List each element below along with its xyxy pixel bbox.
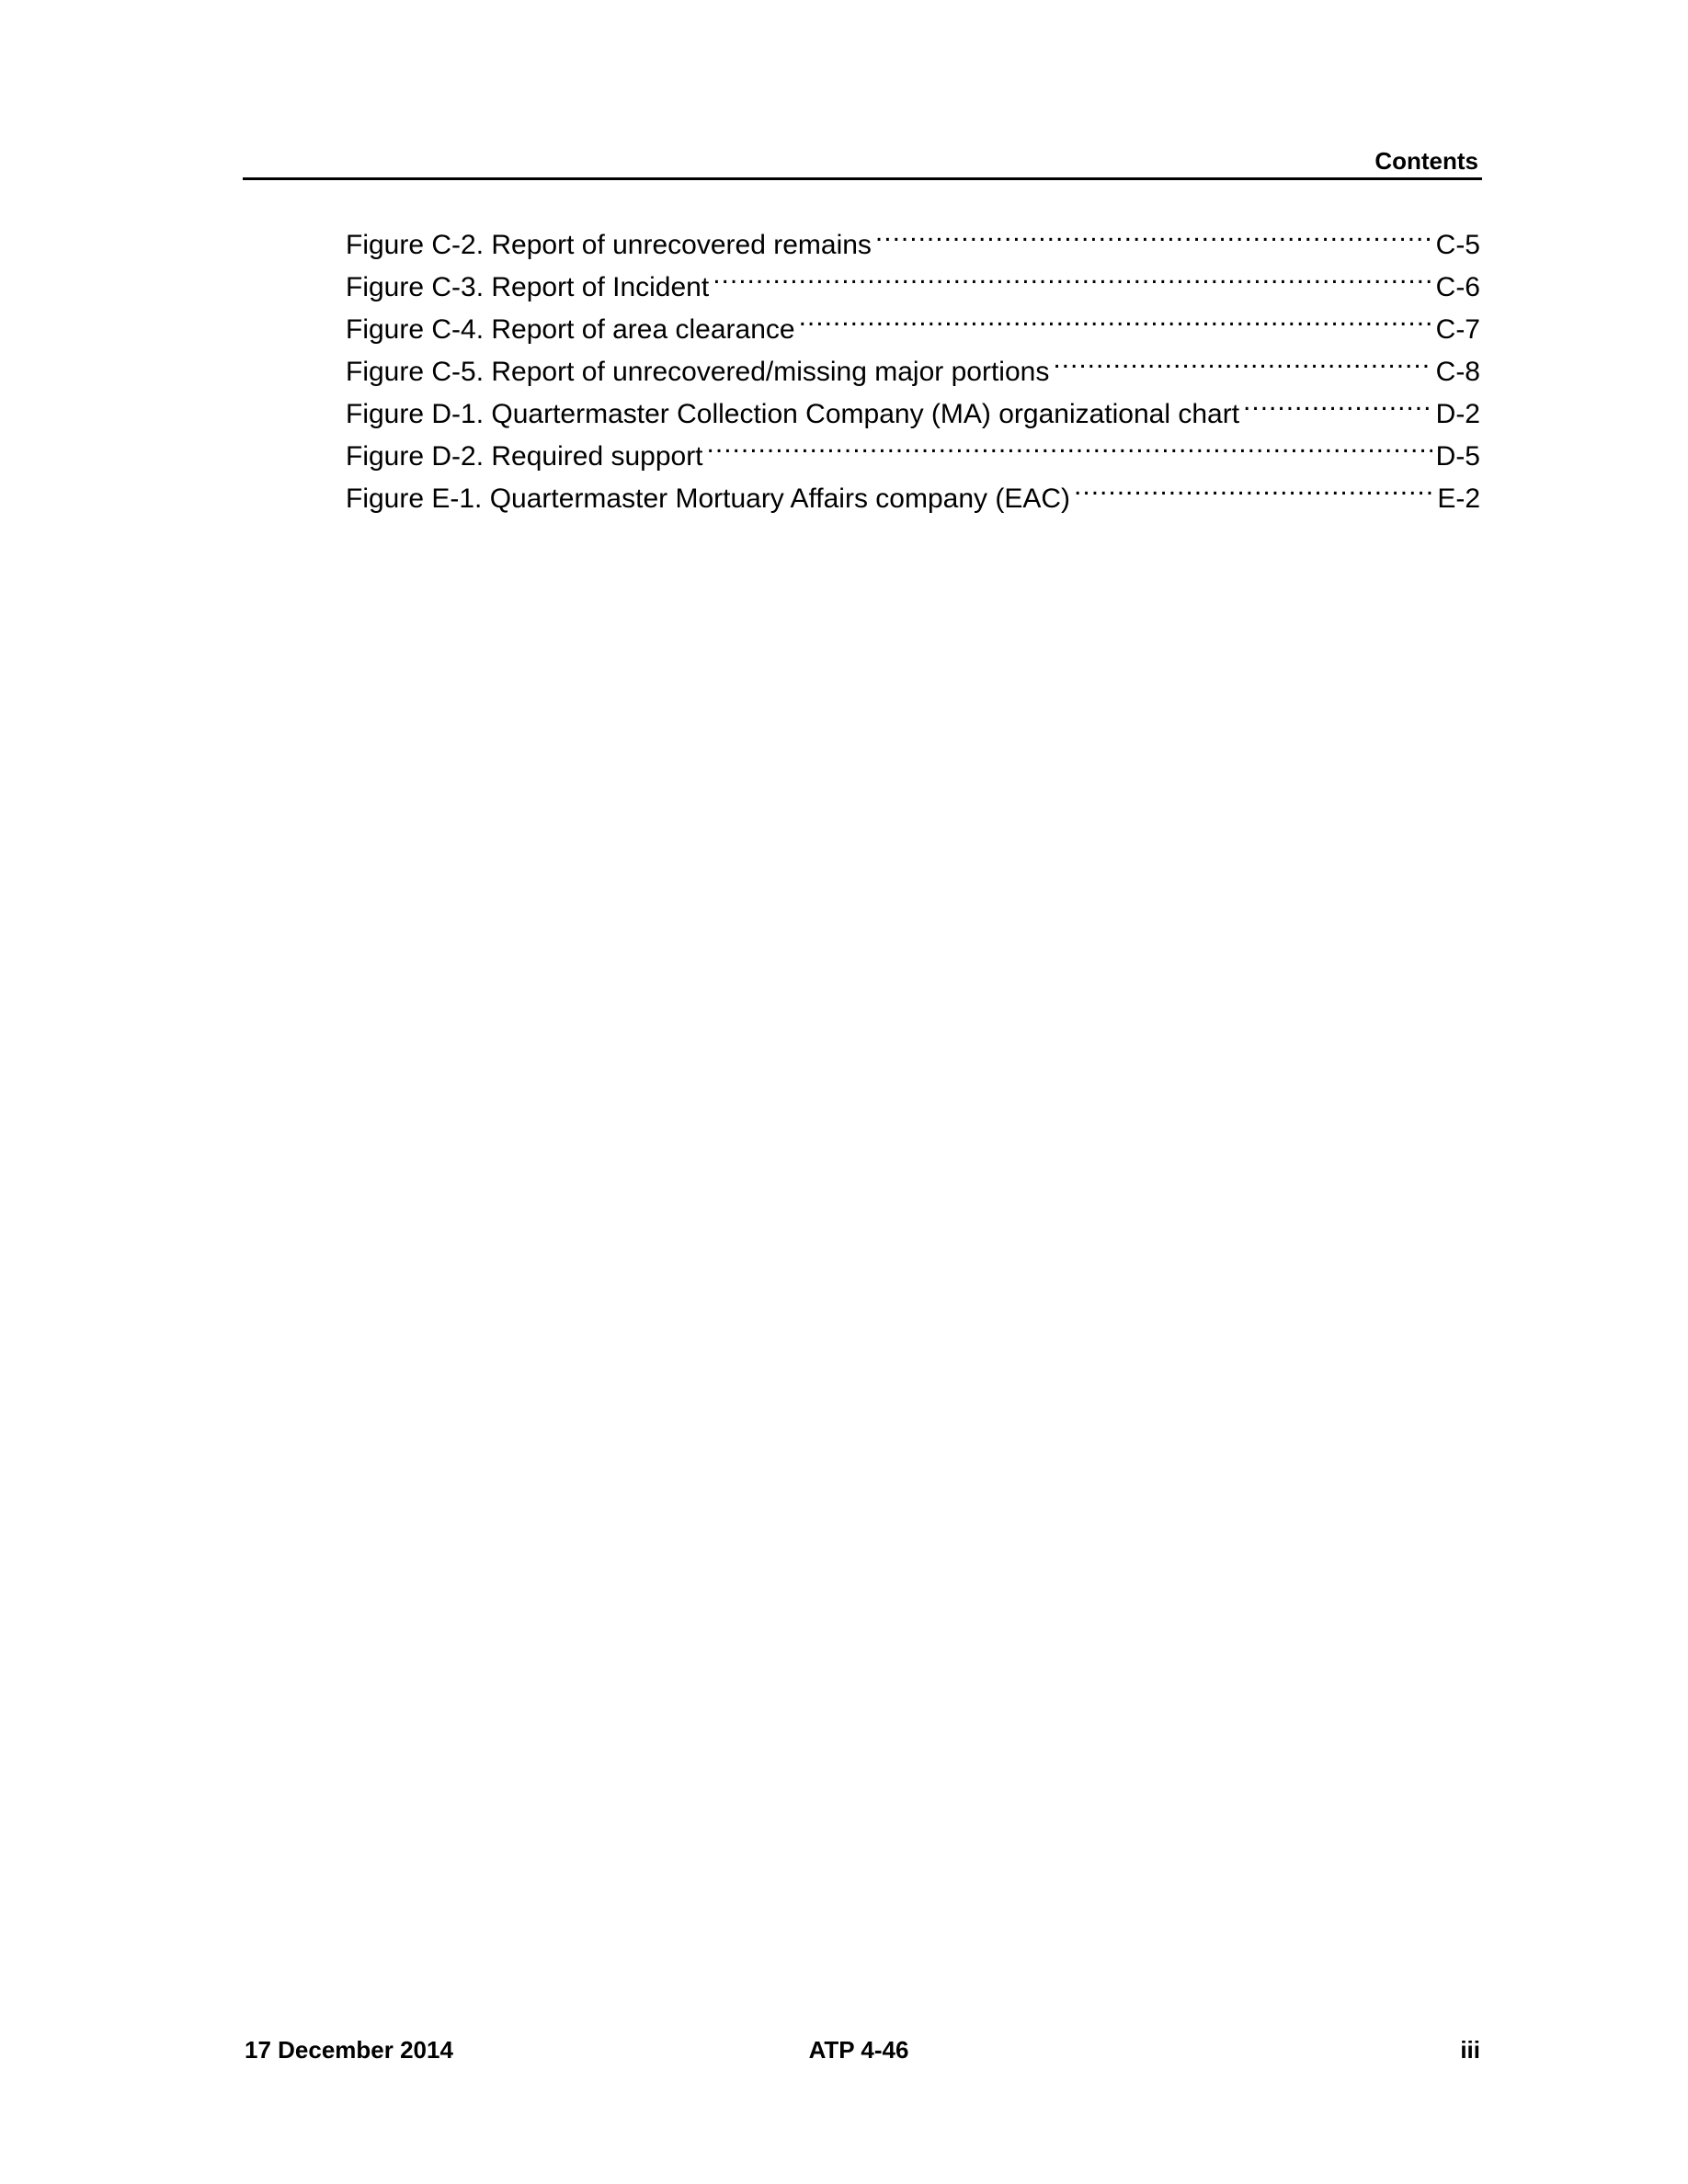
toc-entry-page: D-5 [1435, 441, 1480, 472]
toc-entry-label: Figure C-3. Report of Incident [346, 272, 710, 302]
header-title: Contents [1374, 147, 1478, 175]
footer-date: 17 December 2014 [245, 2036, 453, 2064]
toc-entry-page: C-5 [1435, 230, 1480, 260]
toc-entry-label: Figure C-2. Report of unrecovered remains [346, 230, 872, 260]
toc-entry-page: C-8 [1435, 357, 1480, 387]
toc-entry-label: Figure D-2. Required support [346, 441, 703, 472]
toc-entry-label: Figure D-1. Quartermaster Collection Company (MA) organizational chart [346, 399, 1240, 429]
dot-leader [799, 296, 1432, 338]
dot-leader [875, 211, 1432, 254]
dot-leader [1074, 465, 1433, 507]
toc-entry-label: Figure C-4. Report of area clearance [346, 314, 795, 345]
dot-leader [1053, 338, 1431, 381]
footer-page-number: iii [1460, 2036, 1480, 2064]
table-of-figures [346, 211, 1480, 514]
dot-leader [713, 254, 1431, 296]
toc-entry-page: C-7 [1435, 314, 1480, 345]
dot-leader [707, 423, 1432, 465]
toc-entry-page: D-2 [1435, 399, 1480, 429]
toc-entry-page: C-6 [1435, 272, 1480, 302]
dot-leader [1243, 381, 1432, 423]
page-header [243, 143, 1482, 180]
toc-entry-label: Figure E-1. Quartermaster Mortuary Affairs company (EAC) [346, 483, 1071, 514]
toc-entry-label: Figure C-5. Report of unrecovered/missing major portions [346, 357, 1050, 387]
footer-document-id: ATP 4-46 [808, 2036, 909, 2064]
toc-entry-page: E-2 [1437, 483, 1480, 514]
toc-entry[interactable] [346, 211, 1480, 260]
